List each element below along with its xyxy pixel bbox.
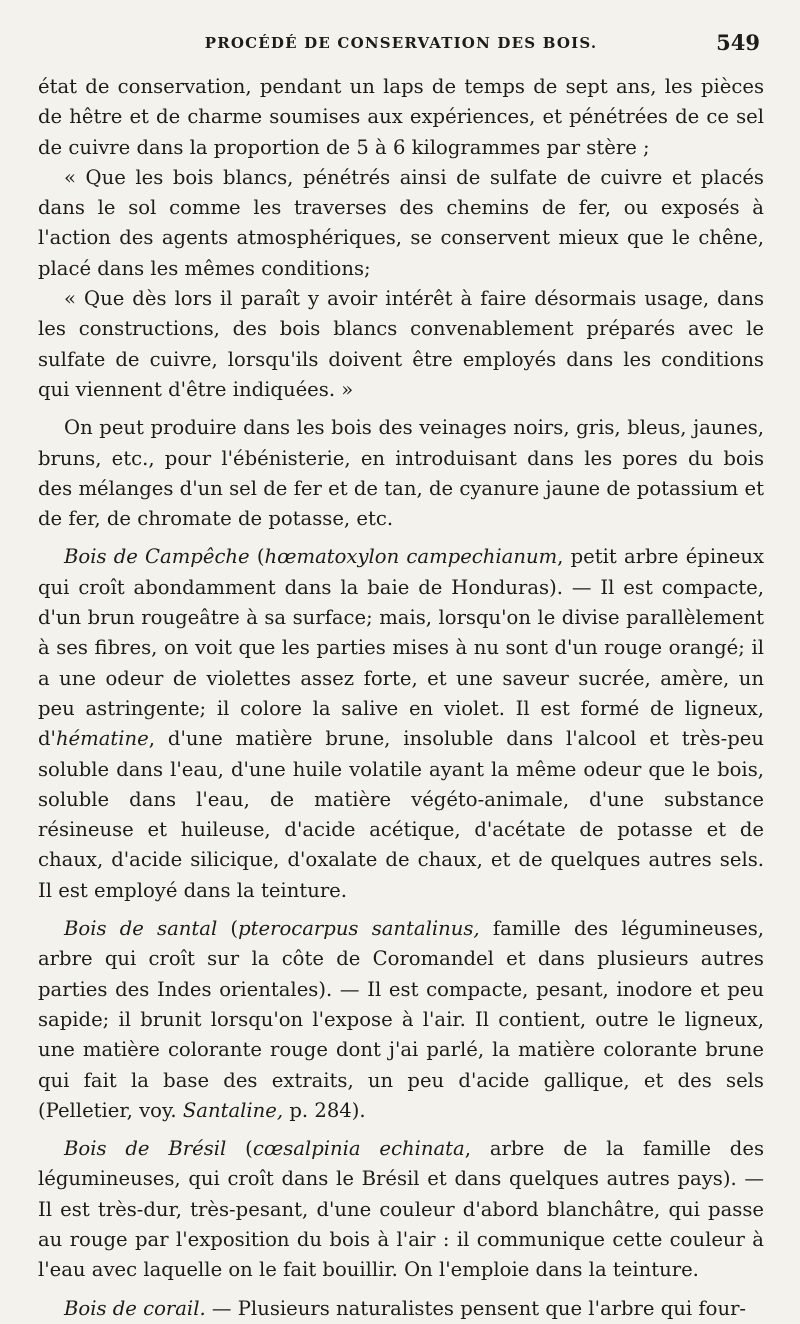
text-segment: , petit arbre épineux qui croît abondamment dans la baie de Honduras). — Il est compacte, d'un brun rougeâtre à sa surface; mais, lorsqu'on le divise parallèlement à ses fibres, on voit que les parties mises à nu sont d'un rouge orangé; il a une odeur de violettes assez forte, et une saveur sucrée, amère, un peu astringente; il colore la salive en violet. Il est formé de ligneux, d' xyxy=(38,545,764,751)
paragraph-campeche xyxy=(38,542,764,906)
text-segment: p. 284). xyxy=(283,1098,366,1122)
latin-name: hœmatoxylon campechianum xyxy=(264,545,558,569)
text-segment: — Plusieurs naturalistes pensent que l'arbre qui four- xyxy=(205,1296,747,1320)
paragraph-3 xyxy=(38,284,764,405)
text-segment: ( xyxy=(217,917,239,941)
latin-name: cœsalpinia echinata xyxy=(252,1137,465,1161)
text-segment: ( xyxy=(226,1137,253,1161)
term-inline: hématine xyxy=(55,727,149,751)
running-head xyxy=(38,30,764,64)
paragraph-2 xyxy=(38,163,764,284)
running-title: PROCÉDÉ DE CONSERVATION DES BOIS. xyxy=(204,34,598,52)
text-segment: état de conservation, pendant un laps de temps de sept ans, les pièces de hêtre et de charme soumises aux expériences, et pénétrées de ce sel de cuivre dans la proportion de 5 à 6 kilogrammes par stère ; xyxy=(38,75,764,159)
paragraph-bresil xyxy=(38,1134,764,1285)
paragraph-4 xyxy=(38,413,764,534)
paragraph-1 xyxy=(38,72,764,163)
paragraph-santal xyxy=(38,914,764,1126)
latin-name: pterocarpus santalinus, xyxy=(238,917,480,941)
text-segment: , arbre de la famille des légumineuses, qui croît dans le Brésil et dans quelques autres pays). — Il est très-dur, très-pesant, d'une couleur d'abord blanchâtre, qui passe au rouge par l'exposition du bois à l'air : il communique cette couleur à l'eau avec laquelle on le fait bouillir. On l'emploie dans la teinture. xyxy=(38,1137,765,1282)
term-heading: Bois de corail. xyxy=(64,1296,206,1320)
text-segment: « Que les bois blancs, pénétrés ainsi de sulfate de cuivre et placés dans le sol comme les traverses des chemins de fer, ou exposés à l'action des agents atmosphériques, se conservent mieux que le chêne, placé dans les mêmes conditions; xyxy=(38,165,764,280)
paragraph-corail xyxy=(38,1294,764,1324)
term-heading: Bois de Campêche xyxy=(64,545,250,569)
term-heading: Bois de Brésil xyxy=(64,1137,227,1161)
body-text xyxy=(38,72,764,1324)
term-inline: Santaline, xyxy=(182,1098,284,1122)
text-segment: ( xyxy=(249,545,265,569)
page-number: 549 xyxy=(716,30,760,55)
text-segment: famille des légumineuses, arbre qui croît sur la côte de Coromandel et dans plusieurs autres parties des Indes orientales). — Il est compacte, pesant, inodore et peu sapide; il brunit lorsqu'on l'expose à l'air. Il contient, outre le ligneux, une matière colorante rouge dont j'ai parlé, la matière colorante brune qui fait la base des extraits, un peu d'acide gallique, et des sels (Pelletier, voy. xyxy=(38,917,764,1122)
text-segment: , d'une matière brune, insoluble dans l'alcool et très-peu soluble dans l'eau, d'une huile volatile ayant la même odeur que le bois, soluble dans l'eau, de matière végéto-animale, d'une substance résineuse et huileuse, d'acide acétique, d'acétate de potasse et de chaux, d'acide silicique, d'oxalate de chaux, et de quelques autres sels. Il est employé dans la teinture. xyxy=(38,727,764,902)
term-heading: Bois de santal xyxy=(64,917,218,941)
text-segment: On peut produire dans les bois des veinages noirs, gris, bleus, jaunes, bruns, etc., pour l'ébénisterie, en introduisant dans les pores du bois des mélanges d'un sel de fer et de tan, de cyanure jaune de potassium et de fer, de chromate de potasse, etc. xyxy=(38,416,764,531)
text-segment: « Que dès lors il paraît y avoir intérêt à faire désormais usage, dans les constructions, des bois blancs convenablement préparés avec le sulfate de cuivre, lorsqu'ils doivent être employés dans les conditions qui viennent d'être indiquées. » xyxy=(38,287,764,401)
